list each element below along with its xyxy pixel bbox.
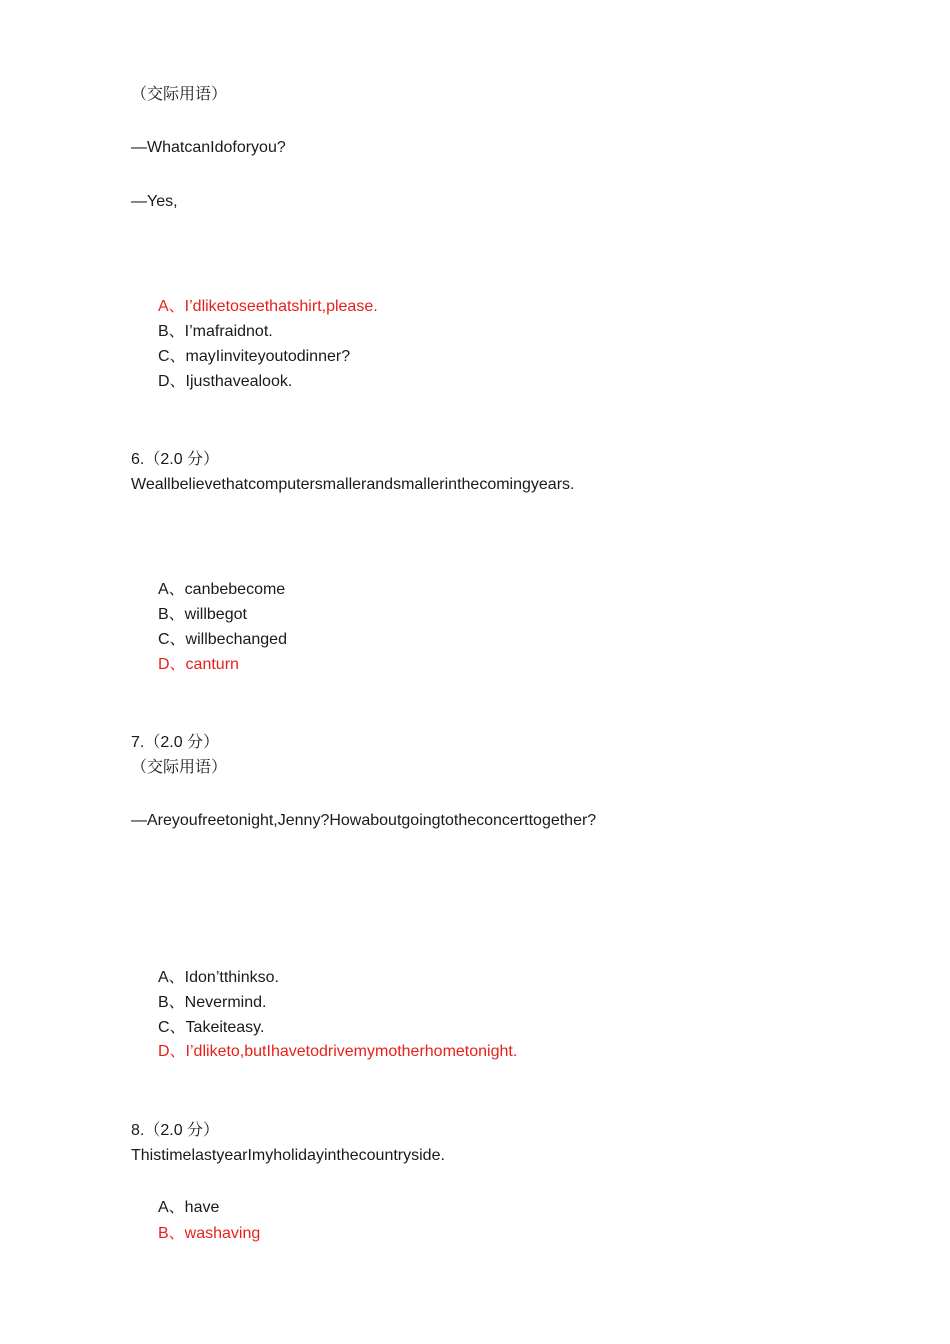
question-7-header: 7.（2.0 分） <box>131 734 220 751</box>
question-7-option-a: A、Idon’tthinkso. <box>158 969 279 986</box>
question-6-header: 6.（2.0 分） <box>131 451 220 468</box>
question-7-prompt: —Areyoufreetonight,Jenny?Howaboutgoingtotheconcerttogether? <box>131 812 597 829</box>
question-8-option-b: B、washaving <box>158 1225 261 1242</box>
question-7-option-c: C、Takeiteasy. <box>158 1019 265 1036</box>
question-5-option-a: A、I’dliketoseethatshirt,please. <box>158 298 378 315</box>
question-6-option-c: C、willbechanged <box>158 631 287 648</box>
question-5-option-b: B、I’mafraidnot. <box>158 323 273 340</box>
question-8-prompt: ThistimelastyearImyholidayinthecountryside. <box>131 1147 445 1164</box>
question-7-note: （交际用语） <box>131 759 228 776</box>
question-5-option-d: D、Ijusthavealook. <box>158 373 293 390</box>
question-6-option-b: B、willbegot <box>158 606 247 623</box>
question-6-option-d: D、canturn <box>158 656 239 673</box>
question-7-option-b: B、Nevermind. <box>158 994 267 1011</box>
question-6-option-a: A、canbebecome <box>158 581 286 598</box>
question-8-option-a: A、have <box>158 1199 220 1216</box>
question-7-option-d: D、I’dliketo,butIhavetodrivemymotherhometonight. <box>158 1043 518 1060</box>
question-5-note: （交际用语） <box>131 86 228 103</box>
question-8-header: 8.（2.0 分） <box>131 1122 220 1139</box>
question-5-prompt-line-2: —Yes, <box>131 193 178 210</box>
question-6-prompt: Weallbelievethatcomputersmallerandsmallerinthecomingyears. <box>131 476 575 493</box>
question-5-prompt-line-1: —WhatcanIdoforyou? <box>131 139 286 156</box>
question-5-option-c: C、mayIinviteyoutodinner? <box>158 348 351 365</box>
